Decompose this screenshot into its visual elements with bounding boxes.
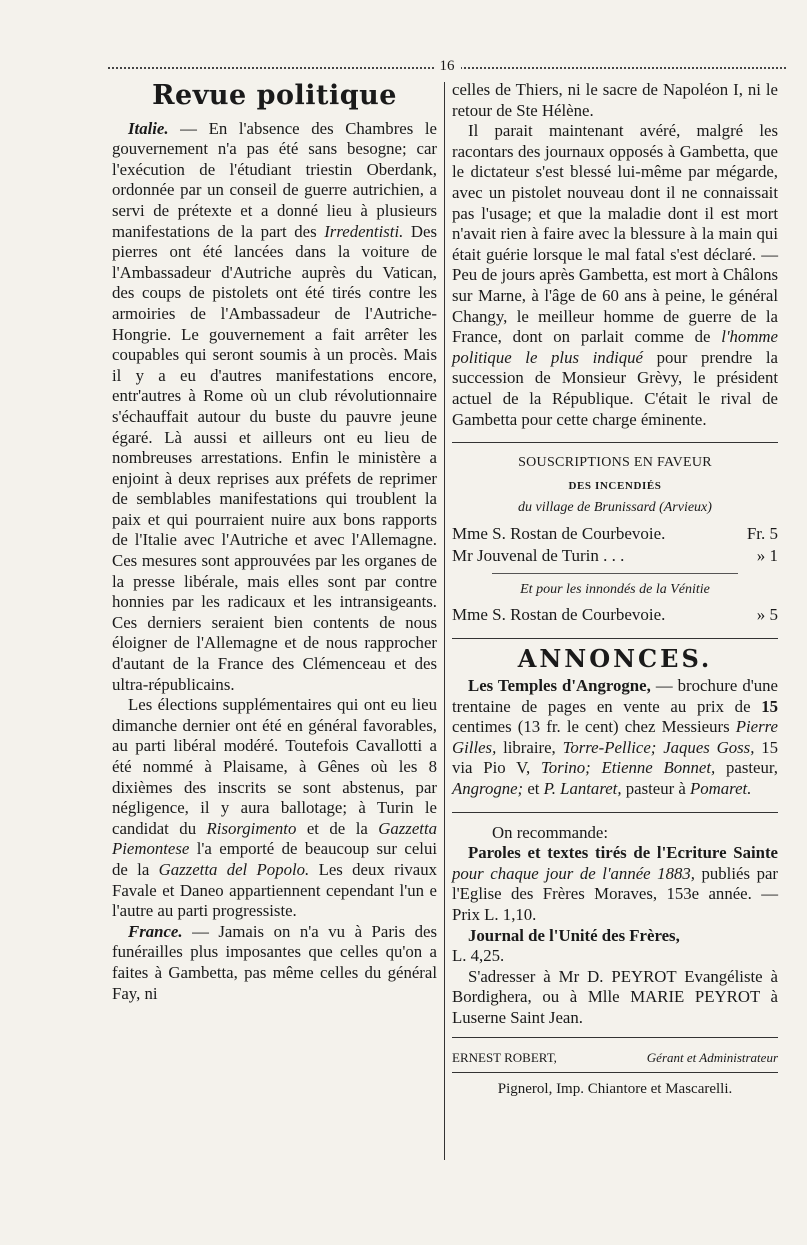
subscription-name: Mme S. Rostan de Courbevoie. [452, 605, 666, 625]
page-number [108, 58, 786, 75]
section-rule [452, 442, 778, 443]
right-column [452, 80, 778, 1100]
left-column [112, 80, 437, 1004]
france-keyword: France. [128, 921, 183, 941]
gambetta-paragraph [452, 121, 778, 430]
elections-risorgimento: Risorgimento [206, 818, 297, 838]
italie-text-1: — En l'absence des Chambres le gouvernement n'a pas été sans besogne; car l'exécution de l'étudiant triestin Oberdank, ordonnée par un conseil de guerre autrichien, a servi de prétexte et a donné lieu à plusieurs manifestations de la part des [112, 118, 437, 241]
gerant-line [452, 1048, 778, 1069]
temples-place: Angrogne; [452, 779, 524, 799]
subscription-amount: » 1 [756, 545, 778, 565]
section-rule [452, 1037, 778, 1038]
italie-irredentisti: Irredentisti. [324, 221, 404, 241]
temples-place: Pomaret. [690, 779, 752, 799]
adresser-text: S'adresser à Mr D. PEYROT Evangéliste à Bordighera, ou à Mlle MARIE PEYROT à Luserne Saint Jean. [452, 966, 778, 1027]
paroles-ad [452, 843, 778, 925]
temples-name: Jaques Goss, [656, 737, 755, 757]
france-text-1: — Jamais on n'a vu à Paris des funérailles plus imposantes que celles qu'on a faites à Gambetta, pas même celles du général Fay, ni [112, 921, 437, 1003]
gambetta-text: Il parait maintenant avéré, malgré les racontars des journaux opposés à Gambetta, que le dictateur s'est blessé lui-même par mégarde, avec un pistolet nouveau dont il ne connaissait pas l'usage; et que la maladie dont il est mort n'avait rien à faire avec la blessure à la main qui était guérie lorsque le mal fatal s'est déclaré. — Peu de jours après Gambetta, est mort à Châlons sur Marne, à l'âge de 60 ans à peine, le général Changy, le meilleur homme de guerre de la France, dont on parlait comme de [452, 121, 778, 347]
temples-place: Torino; Etienne Bonnet, [541, 758, 716, 778]
temples-text: et [523, 779, 544, 799]
temples-text: centimes (13 fr. le cent) chez Messieurs [452, 717, 736, 737]
journal-price: L. 4,25. [452, 946, 505, 966]
annonces-title: ANNONCES. [517, 644, 713, 674]
journal-title: Journal de l'Unité des Frères, [468, 925, 680, 945]
subscription-amount: » 5 [756, 605, 778, 625]
subscription-name: Mr Jouvenal de Turin . . . [452, 545, 625, 565]
subscription-row [452, 545, 778, 567]
elections-text-1: Les élections supplémentaires qui ont eu lieu dimanche dernier ont été en général favorables, au parti libéral modéré. Toutefois Cavallotti a été nommé à Plaisame, à Gênes où les 8 dixièmes des inscrits se sont abstenus, par négligence, il y aura ballotage; à Turin le candidat du [112, 695, 437, 838]
temples-text: 15 via Pio V, [452, 737, 778, 778]
temples-name: P. Lantaret, [543, 779, 622, 799]
elections-text-3: l'a emporté de beaucoup sur celui de la [112, 839, 437, 879]
imprint: Pignerol, Imp. Chiantore et Mascarelli. [497, 1081, 733, 1098]
gerant-role: Gérant et Administrateur [646, 1049, 778, 1065]
italie-keyword: Italie. [128, 118, 169, 138]
temples-text: libraire, [496, 737, 563, 757]
temples-name: Pierre Gilles, [452, 717, 778, 757]
page-number-text: 16 [434, 58, 461, 74]
elections-text-2: et de la [296, 818, 379, 838]
elections-paragraph [112, 695, 437, 922]
temples-title: Les Temples d'Angrogne, [468, 676, 651, 696]
gerant-name: ERNEST ROBERT, [452, 1049, 557, 1065]
subscription-row [452, 523, 778, 545]
temples-place: Torre-Pellice; [562, 737, 657, 757]
souscriptions-title: SOUSCRIPTIONS EN FAVEUR [518, 455, 712, 471]
elections-gazzetta: Gazzetta Piemontese [112, 818, 437, 859]
gambetta-italic: l'homme politique le plus indiqué [452, 327, 778, 367]
temples-ad [452, 676, 778, 800]
section-rule [452, 1072, 778, 1073]
paroles-italic: pour chaque jour de l'année 1883, [452, 863, 695, 883]
temples-text: pasteur à [621, 779, 691, 799]
temples-text: — brochure d'une trentaine de pages en vente au prix de [452, 676, 778, 716]
innondes-title: Et pour les innondés de la Vénitie [520, 581, 710, 597]
section-heading: Revue politique [152, 80, 397, 111]
italie-paragraph [112, 119, 437, 696]
souscriptions-village: du village de Brunissard (Arvieux) [518, 500, 712, 516]
gambetta-end: pour prendre la succession de Monsieur Grèvy, le président actuel de la République. C'était le rival de Gambetta pour cette charge éminente. [452, 347, 778, 429]
section-rule [452, 638, 778, 639]
paroles-text: publiés par l'Eglise des Frères Moraves, 153e année. — Prix L. 1,10. [452, 863, 778, 924]
paroles-title: Paroles et textes tirés de l'Ecriture Sainte [468, 843, 778, 863]
temples-text: pasteur, [715, 758, 778, 778]
elections-popolo: Gazzetta del Popolo. [158, 859, 310, 879]
france-continued: celles de Thiers, ni le sacre de Napoléon I, ni le retour de Ste Hélène. [452, 80, 778, 120]
italie-text-2: Des pierres ont été lancées dans la voiture de l'Ambassadeur d'Autriche auprès du Vatican, des coups de pistolets ont été tirés contre les armoiries de l'Ambassadeur de l'Autriche-Hongrie. Le gouvernement a fait arrêter les coupables qui seront soumis à un procès. Mais il y a eu d'autres manifestations encore, entr'autres à Rome où un club révolutionnaire s'échauffait autour du buste du pauvre jeune égaré. Là aussi et ailleurs ont eu lieu de nombreuses arrestations. Enfin le ministère a enjoint à deux reprises aux préfets de reprimer de semblables manifestations qui troublent la paix et qui pourraient nuire aux bons rapports de l'Italie avec l'Autriche et avec l'Allemagne. Ces mesures sont approuvées par les organes de la presse libérale, mais elles sont par contre honnies par les radicaux et les intransigeants. Ces derniers seraient bien contents de nous éloigner de l'Allemagne et de nous rapprocher d'autant de la France des Clémenceau et des ultra-républicains. [112, 221, 437, 694]
subscription-row [452, 604, 778, 626]
france-paragraph [112, 922, 437, 1004]
journal-ad [452, 926, 778, 947]
temples-price: 15 [761, 696, 778, 716]
section-rule [452, 812, 778, 813]
recommande-label: On recommande: [492, 822, 609, 842]
thin-rule [492, 573, 738, 574]
souscriptions-subtitle: DES INCENDIÉS [568, 479, 662, 492]
column-divider [444, 82, 445, 1160]
elections-text-4: Les deux rivaux Favale et Daneo appartiennent cependant l'un e l'autre au parti progressiste. [112, 859, 437, 921]
subscription-name: Mme S. Rostan de Courbevoie. [452, 523, 666, 543]
subscription-amount: Fr. 5 [746, 523, 778, 543]
